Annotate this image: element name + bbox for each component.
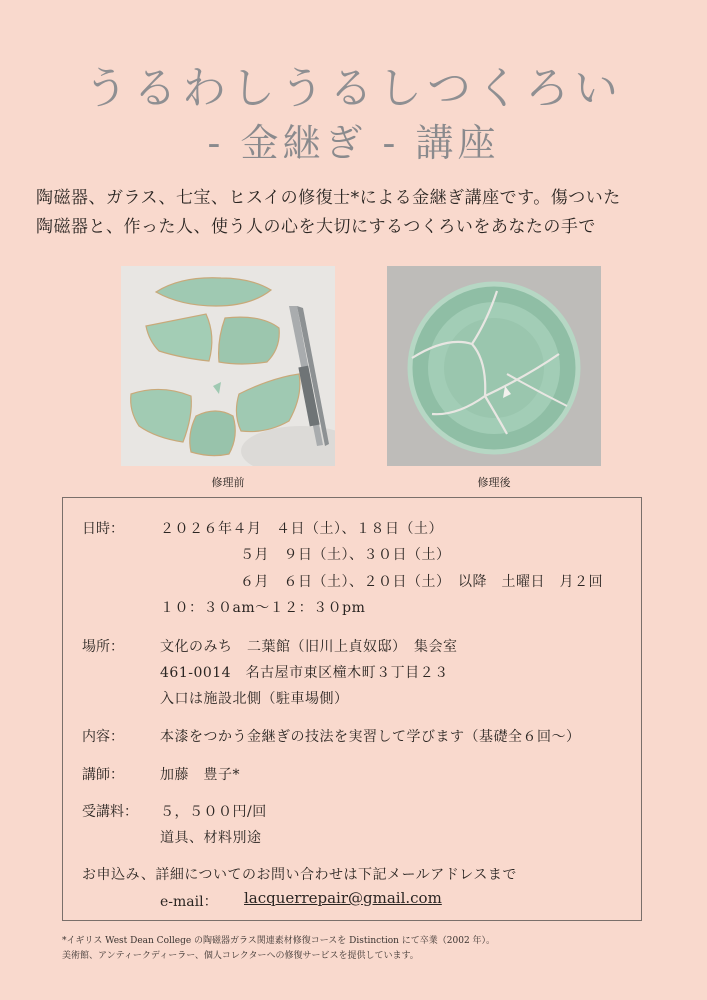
date-line-2: ５月 ９日（土）、３０日（土）	[240, 547, 451, 563]
repaired-dish-image	[387, 266, 601, 466]
footnote-line-2: 美術館、アンティークディーラー、個人コレクターへの修復サービスを提供しています。	[62, 951, 419, 961]
time-range: １０：３０am〜１２：３０pm	[160, 600, 366, 616]
place-line-3: 入口は施設北側（駐車場側）	[160, 691, 349, 707]
contact-text: お申込み、詳細についてのお問い合わせは下記メールアドレスまで	[82, 867, 517, 883]
place-line-1: 文化のみち 二葉館（旧川上貞奴邸） 集会室	[160, 639, 458, 655]
after-repair-photo	[387, 266, 601, 466]
content-label: 内容：	[82, 729, 124, 745]
fee-note: 道具、材料別途	[160, 830, 262, 846]
place-label: 場所：	[82, 639, 124, 655]
email-label: e-mail：	[160, 894, 218, 910]
content-text: 本漆をつかう金継ぎの技法を実習して学びます（基礎全６回〜）	[160, 729, 581, 745]
broken-dish-image	[121, 266, 335, 466]
teacher-name: 加藤 豊子*	[160, 767, 240, 783]
fee-amount: ５，５００円/回	[160, 804, 267, 820]
after-caption: 修理後	[477, 476, 511, 489]
teacher-label: 講師：	[82, 767, 124, 783]
footnote	[62, 934, 495, 964]
before-repair-photo	[121, 266, 335, 466]
date-line-3: ６月 ６日（土）、２０日（土） 以降 土曜日 月２回	[240, 574, 603, 590]
page-subtitle: - 金継ぎ - 講座	[207, 121, 500, 165]
before-caption: 修理前	[211, 476, 245, 489]
intro-line-1: 陶磁器、ガラス、七宝、ヒスイの修復士*による金継ぎ講座です。傷ついた	[36, 188, 621, 208]
email-link[interactable]: lacquerrepair@gmail.com	[244, 889, 442, 907]
place-line-2: 461-0014 名古屋市東区橦木町３丁目２３	[160, 665, 449, 681]
intro-text	[36, 184, 676, 242]
page-title: うるわしうるしつくろい	[84, 63, 623, 114]
fee-label: 受講料：	[82, 804, 138, 820]
date-line-1: ２０２６年４月 ４日（土）、１８日（土）	[160, 521, 443, 537]
footnote-line-1: *イギリス West Dean College の陶磁器ガラス関連素材修復コースを Distinction にて卒業（2002 年）。	[62, 936, 496, 946]
date-label: 日時：	[82, 521, 124, 537]
intro-line-2: 陶磁器と、作った人、使う人の心を大切にするつくろいをあなたの手で	[36, 217, 596, 237]
